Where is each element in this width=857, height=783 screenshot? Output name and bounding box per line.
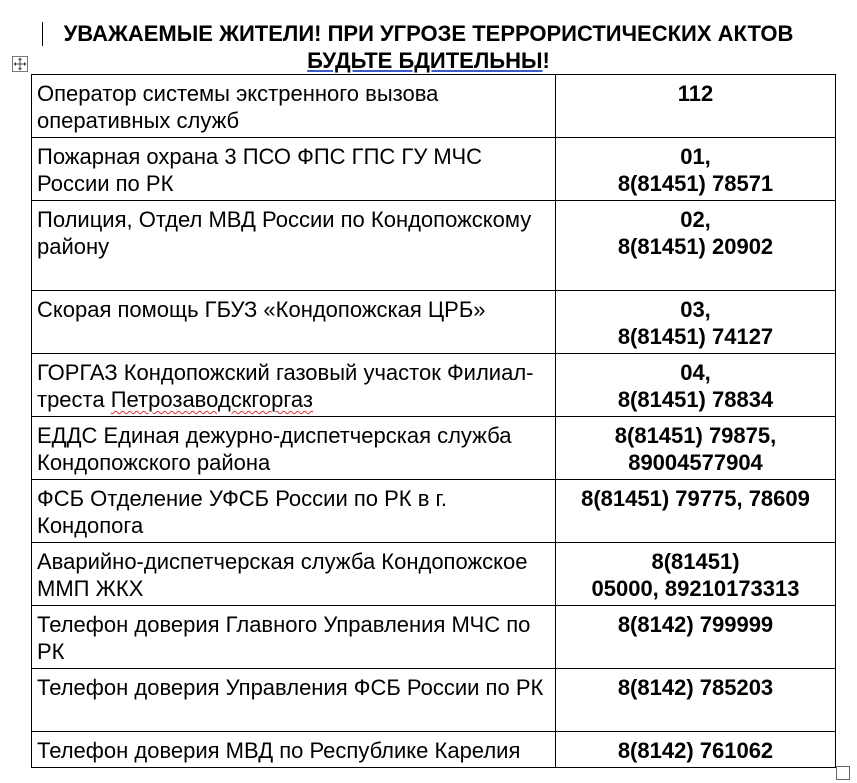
table-row — [32, 417, 836, 480]
phone-line: 03, — [680, 297, 711, 322]
phone-line: 8(81451) — [651, 549, 740, 574]
service-name: Скорая помощь ГБУЗ «Кондопожская ЦРБ» — [32, 291, 556, 354]
service-name: Аварийно-диспетчерская служба Кондопожское ММП ЖКХ — [32, 543, 556, 606]
phone-line: 04, — [680, 360, 711, 385]
table-row — [32, 480, 836, 543]
service-phone — [556, 606, 836, 669]
emergency-contacts-table — [31, 74, 836, 768]
phone-line: 02, — [680, 207, 711, 232]
phone-line: 8(8142) 785203 — [617, 675, 774, 700]
phone-line: 05000, 89210173313 — [591, 576, 800, 601]
phone-line: 8(81451) 20902 — [617, 234, 774, 259]
service-name: Телефон доверия Главного Управления МЧС по РК — [32, 606, 556, 669]
phone-line: 8(81451) 79875, — [614, 423, 777, 448]
table-row — [32, 354, 836, 417]
service-phone — [556, 669, 836, 732]
service-name-text: ГОРГАЗ Кондопожский газовый участок Филиал-треста — [37, 360, 534, 412]
table-row — [32, 201, 836, 291]
table-row — [32, 543, 836, 606]
service-name: ЕДДС Единая дежурно-диспетчерская служба Кондопожского района — [32, 417, 556, 480]
table-row — [32, 606, 836, 669]
title-exclamation: ! — [542, 48, 550, 73]
phone-line: 8(8142) 761062 — [617, 738, 774, 763]
phone-line: 8(81451) 78834 — [617, 387, 774, 412]
table-row — [32, 138, 836, 201]
service-phone — [556, 417, 836, 480]
phone-line: 8(81451) 78571 — [617, 171, 774, 196]
service-name: Полиция, Отдел МВД России по Кондопожскому району — [32, 201, 556, 291]
title-line-2 — [0, 47, 857, 74]
service-name: Телефон доверия Управления ФСБ России по РК — [32, 669, 556, 732]
service-phone — [556, 732, 836, 768]
title-emphasis: БУДЬТЕ БДИТЕЛЬНЫ — [307, 48, 543, 73]
table-row — [32, 291, 836, 354]
title-line-1: УВАЖАЕМЫЕ ЖИТЕЛИ! ПРИ УГРОЗЕ ТЕРРОРИСТИЧЕСКИХ АКТОВ — [63, 21, 794, 46]
service-phone — [556, 543, 836, 606]
phone-line: 8(8142) 799999 — [617, 612, 774, 637]
service-phone — [556, 354, 836, 417]
service-name: Пожарная охрана 3 ПСО ФПС ГПС ГУ МЧС России по РК — [32, 138, 556, 201]
phone-line: 8(81451) 79775, 78609 — [581, 486, 810, 511]
table-move-handle-icon[interactable] — [12, 56, 28, 72]
service-name: ФСБ Отделение УФСБ России по РК в г. Кондопога — [32, 480, 556, 543]
table-row — [32, 732, 836, 768]
table-resize-handle-icon[interactable] — [836, 766, 850, 780]
service-phone — [556, 480, 836, 543]
phone-line: 89004577904 — [628, 450, 763, 475]
table-row — [32, 75, 836, 138]
phone-line: 01, — [680, 144, 711, 169]
service-phone — [556, 201, 836, 291]
misspelled-word: Петрозаводскгоргаз — [110, 387, 313, 412]
table-row — [32, 669, 836, 732]
phone-line: 112 — [677, 81, 714, 106]
service-phone — [556, 138, 836, 201]
service-phone — [556, 291, 836, 354]
document-title — [0, 20, 857, 74]
phone-line: 8(81451) 74127 — [617, 324, 774, 349]
service-name: Оператор системы экстренного вызова оперативных служб — [32, 75, 556, 138]
service-name — [32, 354, 556, 417]
service-phone — [556, 75, 836, 138]
service-name: Телефон доверия МВД по Республике Карелия — [32, 732, 556, 768]
